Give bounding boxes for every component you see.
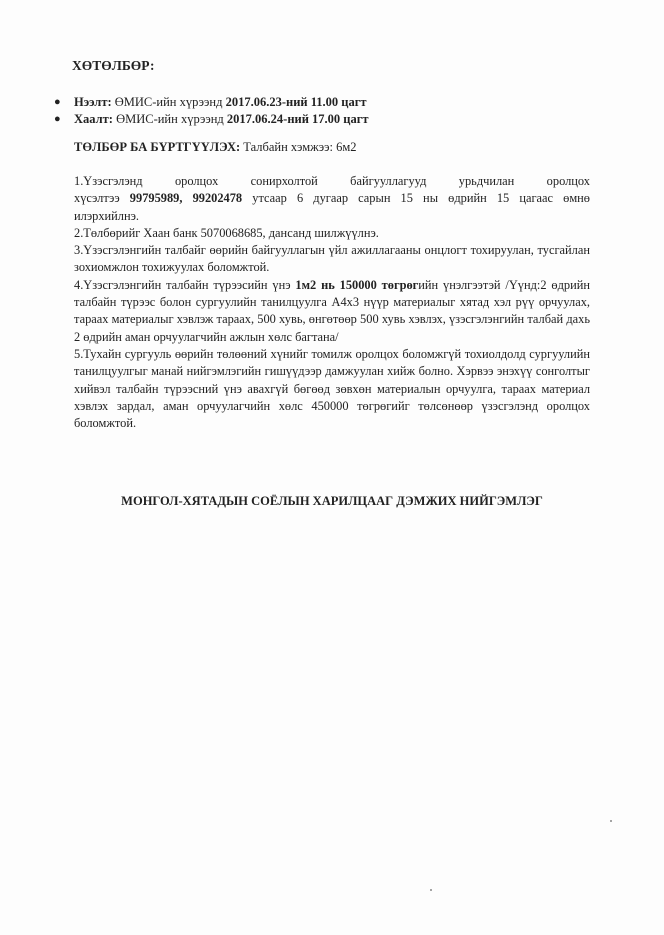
- item-1-prefix: хүсэлтээ: [74, 191, 130, 206]
- item-1-line-3: илэрхийлнэ.: [74, 208, 140, 223]
- schedule-datetime: 2017.06.24-ний 17.00 цагт: [226, 112, 369, 126]
- scan-speck: [430, 889, 432, 891]
- item-1-suffix: утсаар 6 дугаар сарын 15 ны өдрийн 15 цагаас өмнө: [242, 191, 590, 206]
- schedule-label: Хаалт:: [74, 112, 113, 126]
- payment-title: ТӨЛБӨР БА БҮРТГҮҮЛЭХ:: [74, 140, 241, 154]
- schedule-datetime: 2017.06.23-ний 11.00 цагт: [225, 95, 367, 109]
- item-3: 3.Үзэсгэлэнгийн талбайг өөрийн байгууллагын үйл ажиллагааны онцлогт тохируулан, тусгайлан зохиомжлон тохижуулах боломжтой.: [74, 243, 590, 275]
- organization-name: МОНГОЛ-ХЯТАДЫН СОЁЛЫН ХАРИЛЦААГ ДЭМЖИХ НИЙГЭМЛЭГ: [121, 494, 543, 508]
- schedule-text: ӨМИС-ийн хүрээнд: [112, 112, 227, 126]
- schedule-text: ӨМИС-ийн хүрээнд: [111, 95, 226, 109]
- item-4-suffix: ийн үнэлгээтэй /Үүнд:2 өдрийн талбайн түрээс болон сургуулийн танилцуулга А4х3 нүүр материалыг хятад хэл рүү орчуулах, тараах материалыг хэвлэж тараах, 500 хувь, өнгөтөөр 500 хувь хэвлэх, үзэсгэлэнгийн талбай дахь 2 өдрийн аман орчуулагчийн ажлын хөлс багтана/: [74, 277, 591, 344]
- item-5: 5.Тухайн сургууль өөрийн төлөөний хүнийг томилж оролцох боломжгүй тохиолдолд сургуулийн танилцуулгыг манай нийгэмлэгийн гишүүдээр дамжуулан хийж болно. Хэрвээ энэхүү сонголтыг хийвэл талбайн түрээсний үнэ авахгүй бөгөөд зөвхөн материалын орчуулга, тараах материал хэвлэх зардал, аман орчуулагчийн хөлс 450000 төгрөгийг төлсөнөөр үзэсгэлэнд оролцох боломжтой.: [74, 346, 590, 431]
- payment-section-title: [74, 140, 357, 155]
- item-2: 2.Төлбөрийг Хаан банк 5070068685, дансанд шилжүүлнэ.: [74, 225, 379, 240]
- schedule-item-opening: [52, 94, 369, 111]
- schedule-item-closing: [52, 111, 369, 128]
- item-1-line-2: [74, 190, 590, 207]
- bullet-icon: ●: [54, 96, 61, 108]
- item-4: [74, 277, 590, 346]
- program-heading: ХӨТӨЛБӨР:: [72, 58, 155, 73]
- scan-speck: [610, 820, 612, 822]
- item-4-prefix: 4.Үзэсгэлэнгийн талбайн түрээсийн үнэ: [74, 277, 296, 292]
- schedule-list: [52, 94, 369, 128]
- terms-body: [74, 173, 590, 432]
- schedule-label: Нээлт:: [74, 95, 112, 109]
- bullet-icon: ●: [54, 113, 61, 125]
- rental-price: 1м2 нь 150000 төгрөг: [295, 277, 419, 292]
- contact-phones: 99795989, 99202478: [129, 191, 243, 206]
- item-1-line-1: 1.Үзэсгэлэнд оролцох сонирхолтой байгууллагууд урьдчилан оролцох: [74, 174, 590, 188]
- payment-area-text: Талбайн хэмжээ: 6м2: [240, 140, 357, 154]
